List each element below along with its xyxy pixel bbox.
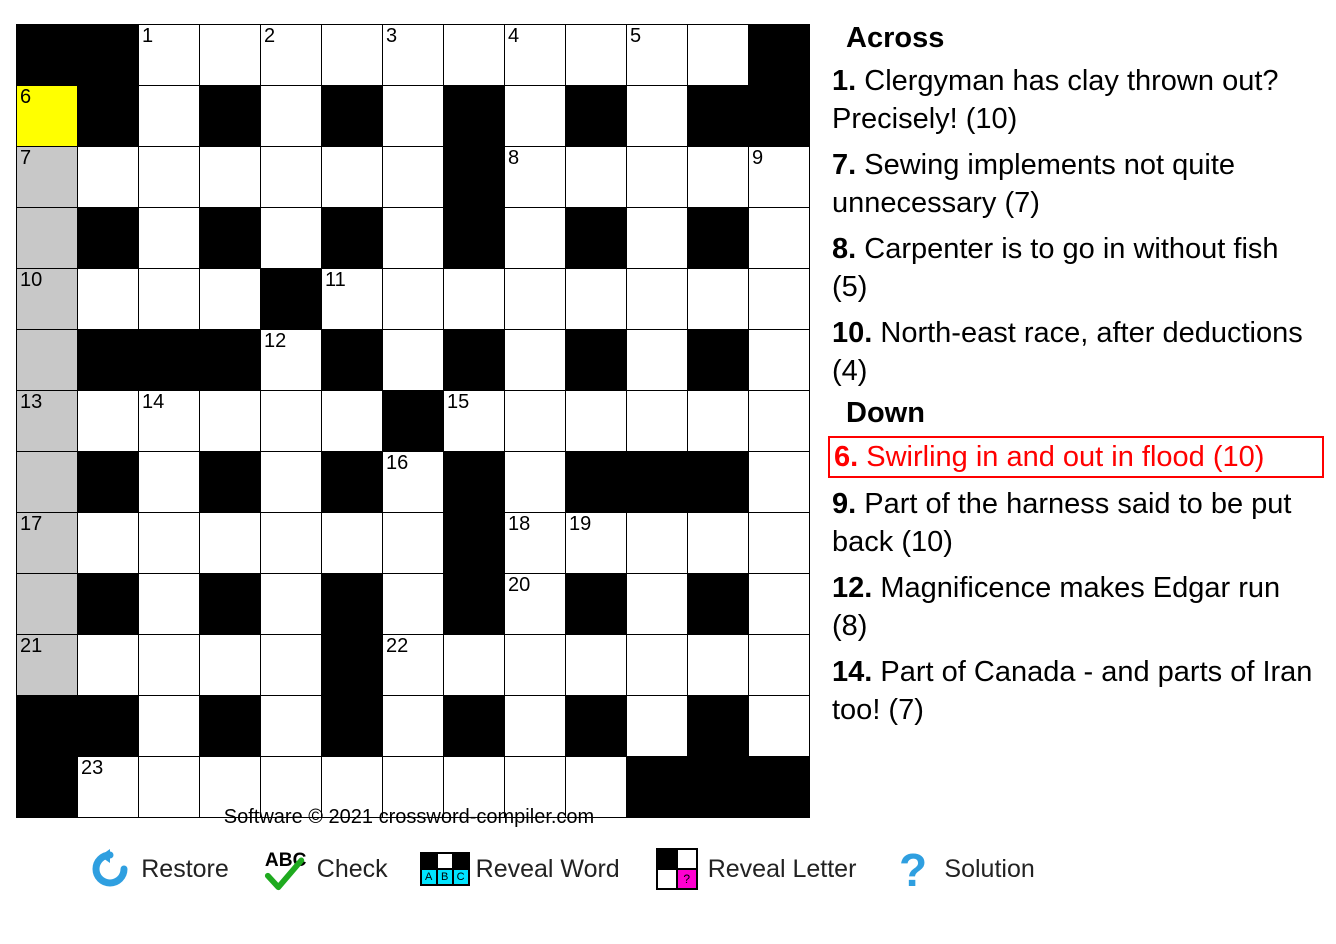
grid-cell-number: 16	[386, 452, 409, 474]
grid-cell-block	[261, 269, 322, 330]
grid-cell-block	[566, 86, 627, 147]
grid-cell-block	[444, 452, 505, 513]
grid-cell[interactable]	[322, 391, 383, 452]
grid-row	[17, 25, 810, 86]
across-clue-list[interactable]	[828, 61, 1324, 391]
grid-cell[interactable]	[505, 574, 566, 635]
grid-row	[17, 208, 810, 269]
across-clue-8[interactable]	[828, 229, 1324, 307]
grid-cell-number: 13	[20, 391, 43, 413]
software-credit: Software © 2021 crossword-compiler.com	[223, 806, 595, 828]
grid-cell[interactable]	[505, 391, 566, 452]
svg-text:ABC: ABC	[264, 850, 307, 872]
svg-text:?: ?	[899, 846, 928, 892]
grid-cell[interactable]	[322, 269, 383, 330]
reveal-letter-icon	[654, 846, 700, 892]
grid-cell-block	[322, 208, 383, 269]
grid-cell[interactable]	[17, 574, 78, 635]
grid-cell[interactable]	[139, 635, 200, 696]
grid-cell[interactable]	[322, 25, 383, 86]
grid-cell[interactable]	[17, 513, 78, 574]
grid-cell[interactable]	[383, 147, 444, 208]
grid-cell[interactable]	[749, 269, 810, 330]
down-clue-6[interactable]	[828, 436, 1324, 478]
grid-row	[17, 147, 810, 208]
clue-number: 1.	[832, 65, 857, 97]
clue-number: 8.	[832, 233, 857, 265]
grid-row	[17, 86, 810, 147]
grid-cell[interactable]	[139, 269, 200, 330]
grid-cell-block	[78, 452, 139, 513]
grid-cell[interactable]	[566, 147, 627, 208]
grid-cell-number: 18	[508, 513, 531, 535]
down-heading: Down	[846, 397, 925, 429]
grid-cell[interactable]	[78, 513, 139, 574]
grid-cell[interactable]	[139, 25, 200, 86]
grid-cell[interactable]	[566, 25, 627, 86]
grid-cell[interactable]	[261, 574, 322, 635]
grid-cell-block	[688, 208, 749, 269]
grid-cell-block	[688, 86, 749, 147]
grid-cell[interactable]	[749, 635, 810, 696]
grid-cell[interactable]	[322, 147, 383, 208]
grid-cell[interactable]	[627, 208, 688, 269]
grid-cell-block	[200, 330, 261, 391]
grid-cell[interactable]	[261, 330, 322, 391]
grid-cell-block	[688, 452, 749, 513]
grid-cell[interactable]	[383, 452, 444, 513]
reveal-letter-button[interactable]	[654, 846, 857, 892]
grid-cell[interactable]	[444, 25, 505, 86]
grid-cell[interactable]	[505, 86, 566, 147]
grid-cell[interactable]	[688, 391, 749, 452]
grid-cell-block	[749, 86, 810, 147]
grid-cell[interactable]	[17, 86, 78, 147]
grid-cell-number: 2	[264, 25, 276, 47]
grid-row	[17, 513, 810, 574]
grid-cell-block	[627, 452, 688, 513]
grid-cell[interactable]	[505, 147, 566, 208]
grid-cell[interactable]	[139, 86, 200, 147]
grid-cell[interactable]	[78, 269, 139, 330]
grid-cell-block	[444, 513, 505, 574]
grid-cell[interactable]	[200, 635, 261, 696]
grid-cell-block	[566, 574, 627, 635]
grid-cell[interactable]	[627, 635, 688, 696]
clue-text: Clergyman has clay thrown out? Precisely! (10)	[832, 65, 1279, 135]
grid-cell[interactable]	[688, 269, 749, 330]
clue-text: Carpenter is to go in without fish (5)	[832, 233, 1279, 303]
grid-cell-number: 4	[508, 25, 520, 47]
grid-cell[interactable]	[200, 25, 261, 86]
grid-cell-block	[749, 25, 810, 86]
grid-cell-number: 17	[20, 513, 43, 535]
grid-cell-block	[566, 330, 627, 391]
down-clue-9[interactable]	[828, 484, 1324, 562]
grid-cell[interactable]	[139, 147, 200, 208]
grid-cell-number: 7	[20, 147, 32, 169]
grid-cell[interactable]	[17, 452, 78, 513]
grid-cell[interactable]	[17, 147, 78, 208]
grid-cell-block	[444, 574, 505, 635]
grid-cell-block	[78, 574, 139, 635]
grid-cell[interactable]	[749, 330, 810, 391]
grid-cell[interactable]	[627, 330, 688, 391]
reveal-word-label: Reveal Word	[475, 854, 620, 883]
grid-cell-block	[322, 574, 383, 635]
crossword-grid[interactable]	[16, 24, 810, 818]
grid-cell-number: 3	[386, 25, 398, 47]
grid-cell[interactable]	[505, 452, 566, 513]
grid-cell-number: 1	[142, 25, 154, 47]
grid-cell[interactable]	[749, 574, 810, 635]
grid-cell[interactable]	[505, 635, 566, 696]
grid-cell[interactable]	[261, 513, 322, 574]
restore-label: Restore	[141, 854, 229, 883]
grid-cell-block	[322, 696, 383, 757]
grid-cell[interactable]	[627, 696, 688, 757]
grid-cell-block	[688, 696, 749, 757]
grid-cell[interactable]	[749, 391, 810, 452]
restore-icon	[87, 846, 133, 892]
grid-cell-block	[78, 25, 139, 86]
grid-cell[interactable]	[200, 513, 261, 574]
grid-cell[interactable]	[566, 269, 627, 330]
grid-cell[interactable]	[749, 513, 810, 574]
grid-cell[interactable]	[322, 513, 383, 574]
grid-cell[interactable]	[627, 513, 688, 574]
across-clue-1[interactable]	[828, 61, 1324, 139]
grid-cell[interactable]	[383, 208, 444, 269]
grid-cell[interactable]	[139, 391, 200, 452]
grid-cell[interactable]	[139, 696, 200, 757]
grid-cell[interactable]	[749, 696, 810, 757]
down-clue-list[interactable]	[828, 436, 1324, 730]
grid-row	[17, 330, 810, 391]
solution-button[interactable]	[890, 846, 1034, 892]
grid-cell-block	[444, 208, 505, 269]
grid-cell[interactable]	[688, 25, 749, 86]
grid-cell-block	[200, 208, 261, 269]
grid-cell[interactable]	[383, 635, 444, 696]
grid-cell[interactable]	[200, 391, 261, 452]
grid-cell-number: 14	[142, 391, 165, 413]
check-icon	[263, 846, 309, 892]
grid-cell-number: 5	[630, 25, 642, 47]
clue-text: Part of Canada - and parts of Iran too! (7)	[832, 656, 1313, 726]
grid-cell-block	[444, 86, 505, 147]
grid-cell-number: 21	[20, 635, 43, 657]
grid-cell[interactable]	[78, 147, 139, 208]
grid-cell-number: 12	[264, 330, 287, 352]
grid-cell-number: 22	[386, 635, 409, 657]
clue-text: North-east race, after deductions (4)	[832, 317, 1303, 387]
crossword-grid-container[interactable]	[16, 24, 810, 818]
grid-cell-block	[566, 696, 627, 757]
clue-text: Sewing implements not quite unnecessary (7)	[832, 149, 1236, 219]
grid-cell[interactable]	[383, 269, 444, 330]
clue-number: 9.	[832, 488, 857, 520]
grid-cell-block	[200, 86, 261, 147]
grid-cell[interactable]	[627, 574, 688, 635]
grid-cell[interactable]	[17, 391, 78, 452]
clue-text: Swirling in and out in flood (10)	[866, 441, 1265, 473]
grid-cell[interactable]	[444, 391, 505, 452]
restore-button[interactable]	[87, 846, 229, 892]
clue-text: Magnificence makes Edgar run (8)	[832, 572, 1281, 642]
grid-cell-block	[322, 86, 383, 147]
grid-cell-number: 10	[20, 269, 43, 291]
grid-cell-block	[200, 452, 261, 513]
clue-number: 7.	[832, 149, 857, 181]
check-button[interactable]	[263, 846, 388, 892]
across-heading: Across	[846, 22, 945, 54]
grid-cell[interactable]	[627, 391, 688, 452]
grid-cell[interactable]	[627, 147, 688, 208]
grid-cell-block	[688, 574, 749, 635]
clue-number: 12.	[832, 572, 873, 604]
grid-cell-block	[444, 696, 505, 757]
grid-cell[interactable]	[261, 696, 322, 757]
grid-cell[interactable]	[383, 574, 444, 635]
grid-cell[interactable]	[627, 25, 688, 86]
grid-cell[interactable]	[505, 513, 566, 574]
grid-cell[interactable]	[17, 330, 78, 391]
grid-cell[interactable]	[139, 574, 200, 635]
grid-cell[interactable]	[566, 391, 627, 452]
grid-cell[interactable]	[261, 25, 322, 86]
grid-cell[interactable]	[261, 452, 322, 513]
grid-cell[interactable]	[383, 696, 444, 757]
grid-cell-block	[383, 391, 444, 452]
clues-panel	[828, 18, 1324, 736]
grid-cell[interactable]	[261, 635, 322, 696]
grid-cell[interactable]	[383, 86, 444, 147]
grid-cell-block	[17, 25, 78, 86]
grid-cell[interactable]	[566, 635, 627, 696]
grid-cell[interactable]	[688, 513, 749, 574]
grid-cell[interactable]	[505, 25, 566, 86]
solution-label: Solution	[944, 854, 1035, 883]
grid-cell[interactable]	[78, 635, 139, 696]
toolbar[interactable]	[16, 846, 1106, 892]
grid-row	[17, 574, 810, 635]
grid-cell[interactable]	[505, 269, 566, 330]
clue-number: 10.	[832, 317, 873, 349]
clue-number: 6.	[834, 441, 859, 473]
grid-cell[interactable]	[688, 147, 749, 208]
reveal-word-letter-c: C	[453, 869, 469, 885]
down-clue-14[interactable]	[828, 652, 1324, 730]
grid-cell-block	[78, 330, 139, 391]
grid-cell[interactable]	[139, 452, 200, 513]
grid-row	[17, 452, 810, 513]
reveal-word-button[interactable]	[422, 846, 620, 892]
grid-row	[17, 391, 810, 452]
grid-cell[interactable]	[17, 635, 78, 696]
grid-row	[17, 696, 810, 757]
grid-cell[interactable]	[261, 147, 322, 208]
grid-cell-block	[17, 696, 78, 757]
grid-cell[interactable]	[17, 269, 78, 330]
grid-cell[interactable]	[383, 330, 444, 391]
grid-cell-block	[322, 635, 383, 696]
grid-cell-block	[200, 574, 261, 635]
question-mark-icon	[890, 846, 936, 892]
grid-cell-block	[322, 330, 383, 391]
grid-cell-block	[444, 147, 505, 208]
grid-cell-number: 9	[752, 147, 764, 169]
grid-cell[interactable]	[261, 391, 322, 452]
grid-cell[interactable]	[383, 25, 444, 86]
grid-cell-block	[78, 208, 139, 269]
grid-cell-number: 15	[447, 391, 470, 413]
reveal-word-letter-b: B	[437, 869, 453, 885]
grid-cell[interactable]	[566, 513, 627, 574]
grid-cell-block	[322, 452, 383, 513]
grid-cell[interactable]	[444, 635, 505, 696]
grid-cell-block	[139, 330, 200, 391]
grid-row	[17, 269, 810, 330]
reveal-word-letter-a: A	[421, 869, 437, 885]
grid-cell[interactable]	[627, 86, 688, 147]
grid-cell[interactable]	[78, 391, 139, 452]
grid-cell[interactable]	[749, 452, 810, 513]
grid-cell[interactable]	[444, 269, 505, 330]
grid-cell-number: 11	[325, 269, 346, 291]
grid-cell-number: 20	[508, 574, 531, 596]
grid-cell[interactable]	[261, 208, 322, 269]
grid-cell-number: 19	[569, 513, 592, 535]
reveal-letter-label: Reveal Letter	[707, 854, 857, 883]
grid-cell[interactable]	[749, 147, 810, 208]
grid-cell[interactable]	[17, 208, 78, 269]
check-label: Check	[316, 854, 388, 883]
clue-number: 14.	[832, 656, 873, 688]
grid-row	[17, 635, 810, 696]
grid-cell-block	[444, 330, 505, 391]
grid-cell-number: 6	[20, 86, 32, 108]
grid-cell[interactable]	[505, 208, 566, 269]
reveal-word-icon	[422, 846, 468, 892]
reveal-letter-mark: ?	[677, 869, 697, 889]
grid-cell[interactable]	[139, 513, 200, 574]
grid-cell-block	[78, 696, 139, 757]
grid-cell[interactable]	[139, 208, 200, 269]
grid-cell[interactable]	[261, 86, 322, 147]
across-clue-10[interactable]	[828, 313, 1324, 391]
clue-text: Part of the harness said to be put back (10)	[832, 488, 1292, 558]
grid-cell-block	[200, 696, 261, 757]
grid-cell[interactable]	[627, 269, 688, 330]
grid-cell-block	[78, 86, 139, 147]
grid-cell[interactable]	[749, 208, 810, 269]
grid-cell[interactable]	[200, 269, 261, 330]
grid-cell[interactable]	[505, 696, 566, 757]
grid-cell-block	[566, 452, 627, 513]
down-clue-12[interactable]	[828, 568, 1324, 646]
grid-cell-number: 8	[508, 147, 520, 169]
grid-cell[interactable]	[688, 635, 749, 696]
across-clue-7[interactable]	[828, 145, 1324, 223]
grid-cell[interactable]	[200, 147, 261, 208]
grid-cell-block	[566, 208, 627, 269]
grid-cell-number: 23	[81, 757, 104, 779]
grid-cell-block	[688, 330, 749, 391]
grid-cell[interactable]	[383, 513, 444, 574]
grid-cell[interactable]	[505, 330, 566, 391]
